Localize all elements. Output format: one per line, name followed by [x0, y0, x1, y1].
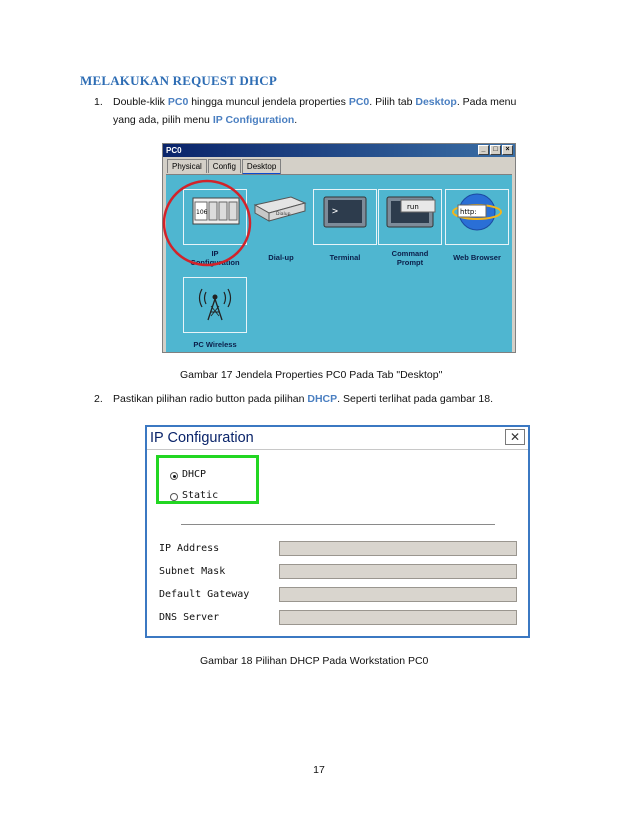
radio-static-label: Static — [182, 490, 219, 501]
app-ip-label-line2: Configuration — [190, 258, 240, 267]
ip-configuration-title: IP Configuration — [150, 430, 254, 446]
step-1-pc0-2: PC0 — [348, 96, 370, 108]
label-dns-server: DNS Server — [159, 612, 220, 623]
wireless-icon — [184, 278, 246, 322]
tab-physical[interactable]: Physical — [167, 159, 207, 173]
highlight-circle-ip-config — [160, 176, 256, 272]
terminal-icon — [314, 192, 376, 232]
step-1-t3: . Pilih tab — [369, 96, 416, 108]
step-2-number: 2. — [94, 393, 103, 405]
pc0-tabs — [167, 159, 282, 175]
radio-dhcp[interactable] — [170, 472, 178, 480]
step-1-pc0: PC0 — [167, 96, 189, 108]
default-gateway-field[interactable] — [279, 587, 517, 602]
command-prompt-icon-text: run — [407, 203, 419, 211]
app-cmd-label-line2: Prompt — [396, 258, 424, 267]
maximize-button[interactable]: □ — [490, 145, 501, 155]
step-1-line2b: . — [294, 114, 298, 126]
app-cmd-label-line1: Command — [391, 249, 429, 258]
step-1-text — [113, 93, 553, 129]
app-dialup-label: Dial-up — [268, 253, 294, 262]
step-1-t2: hingga muncul jendela properties — [188, 96, 349, 108]
ip-configuration-titlebar — [147, 427, 528, 450]
subnet-mask-field[interactable] — [279, 564, 517, 579]
tab-config[interactable]: Config — [208, 159, 241, 173]
step-2-text — [113, 390, 553, 408]
step-1-line2a: yang ada, pilih menu — [113, 114, 213, 126]
step-1-number: 1. — [94, 96, 103, 108]
modem-icon — [249, 191, 309, 231]
section-heading: MELAKUKAN REQUEST DHCP — [80, 73, 278, 88]
close-button[interactable]: ✕ — [505, 429, 525, 445]
tab-desktop[interactable]: Desktop — [242, 159, 281, 175]
app-dialup[interactable] — [249, 189, 313, 245]
page-number: 17 — [313, 764, 325, 776]
app-web-browser[interactable] — [445, 189, 509, 245]
pc0-window-title: PC0 — [166, 146, 182, 155]
app-terminal-label: Terminal — [329, 253, 361, 262]
command-prompt-icon — [379, 192, 441, 232]
modem-icon-text: Dialup — [276, 212, 291, 217]
step-2-t1: Pastikan pilihan radio button pada pilihan — [113, 393, 308, 405]
ip-config-icon-text: 106 — [196, 209, 208, 216]
app-pc-wireless-label: PC Wireless — [193, 340, 237, 349]
step-1-ipconfig: IP Configuration — [212, 114, 295, 126]
caption-figure-18: Gambar 18 Pilihan DHCP Pada Workstation PC0 — [200, 655, 429, 667]
divider — [181, 524, 495, 525]
app-web-browser-label: Web Browser — [453, 253, 501, 262]
terminal-icon-text: > — [332, 206, 339, 217]
ip-address-field[interactable] — [279, 541, 517, 556]
ip-configuration-window — [145, 425, 530, 638]
radio-static[interactable] — [170, 493, 178, 501]
label-ip-address: IP Address — [159, 543, 220, 554]
app-command-prompt-label — [375, 249, 445, 267]
dns-server-field[interactable] — [279, 610, 517, 625]
label-default-gateway: Default Gateway — [159, 589, 250, 600]
step-1-t1: Double-klik — [113, 96, 168, 108]
close-button[interactable]: × — [502, 145, 513, 155]
radio-dhcp-label: DHCP — [182, 469, 207, 480]
label-subnet-mask: Subnet Mask — [159, 566, 226, 577]
caption-figure-17: Gambar 17 Jendela Properties PC0 Pada Tab "Desktop" — [180, 369, 443, 381]
step-2-t2: . Seperti terlihat pada gambar 18. — [337, 393, 494, 405]
pc0-window-titlebar — [163, 144, 515, 157]
step-2-dhcp: DHCP — [307, 393, 338, 405]
app-terminal[interactable] — [313, 189, 377, 245]
web-browser-icon — [446, 190, 508, 234]
step-1-desktop: Desktop — [415, 96, 457, 108]
minimize-button[interactable]: _ — [478, 145, 489, 155]
web-browser-icon-text: http: — [460, 208, 477, 216]
app-ip-label-line1: IP — [211, 249, 219, 258]
step-1-t4: . Pada menu — [456, 96, 517, 108]
app-command-prompt[interactable] — [378, 189, 442, 245]
app-pc-wireless[interactable] — [183, 277, 247, 333]
